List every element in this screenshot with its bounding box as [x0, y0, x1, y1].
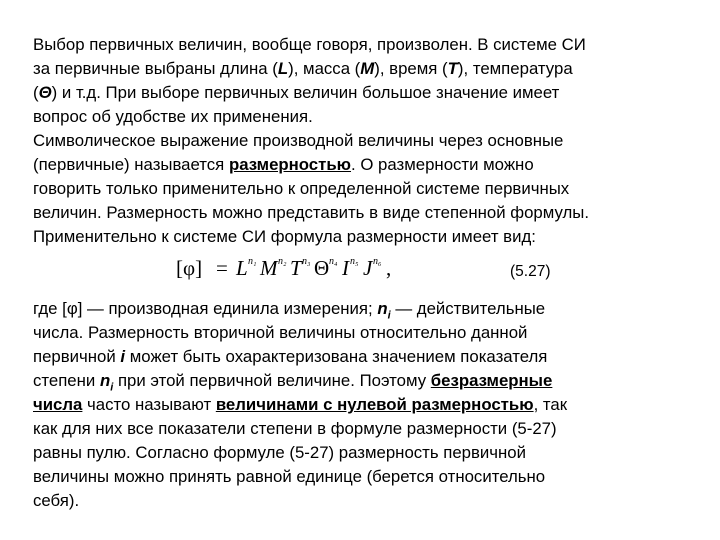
equation-number: (5.27) [510, 263, 551, 280]
text-line: первичной i может быть охарактеризована значением показателя [33, 347, 548, 366]
text-line: (первичные) называется размерностью. О размерности можно [33, 155, 534, 174]
svg-text:L: L [236, 256, 248, 280]
text-line: Символическое выражение производной величины через основные [33, 131, 564, 150]
svg-text:[φ]: [φ] [176, 256, 203, 280]
svg-text:n₄: n₄ [329, 256, 338, 267]
svg-text:n₃: n₃ [302, 256, 311, 267]
text-line: за первичные выбраны длина (L), масса (M), время (T), температура [33, 59, 573, 78]
text-line: говорить только применительно к определенной системе первичных [33, 179, 570, 198]
svg-text:=: = [216, 256, 228, 280]
svg-text:n₅: n₅ [350, 256, 359, 267]
svg-text:T: T [290, 256, 302, 280]
text-line: себя). [33, 491, 80, 510]
text-line: Применительно к системе СИ формула размерности имеет вид: [33, 227, 536, 246]
svg-text:M: M [260, 256, 278, 280]
text-line: вопрос об удобстве их применения. [33, 107, 313, 126]
paragraph-2 [33, 297, 701, 513]
text-line: Выбор первичных величин, вообще говоря, произволен. В системе СИ [33, 35, 586, 54]
term-numbers: числа [33, 395, 83, 414]
text-line: степени $n_i$ при этой первичной величине. Поэтому безразмерные [33, 371, 553, 394]
text-line: числа часто называют величинами с нулевой размерностью, так [33, 395, 568, 414]
svg-text:n₆: n₆ [373, 256, 382, 267]
text-line: величин. Размерность можно представить в виде степенной формулы. [33, 203, 590, 222]
svg-text:,: , [386, 256, 392, 280]
svg-text:I: I [342, 256, 349, 280]
text-line: числа. Размерность вторичной величины относительно данной [33, 323, 528, 342]
svg-text:Θ: Θ [314, 256, 330, 280]
term-zero-dimension: величинами с нулевой размерностью [215, 395, 534, 414]
svg-text:J: J [363, 256, 373, 280]
text-line: как для них все показатели степени в формуле размерности (5-27) [33, 419, 557, 438]
text-line: где [φ] — производная единила измерения; $n_i$ — действительные [33, 299, 546, 322]
text-line: (Θ) и т.д. При выборе первичных величин большое значение имеет [33, 83, 560, 102]
paragraph-1 [33, 33, 701, 249]
svg-text:n₂: n₂ [278, 256, 287, 267]
term-dimensionless: безразмерные [430, 371, 553, 390]
term-dimension: размерностью [228, 155, 352, 174]
svg-text:n₁: n₁ [248, 256, 257, 267]
dimension-formula-image [174, 251, 434, 287]
text-line: равны пулю. Согласно формуле (5-27) размерность первичной [33, 443, 527, 462]
text-line: величины можно принять равной единице (берется относительно [33, 467, 546, 486]
